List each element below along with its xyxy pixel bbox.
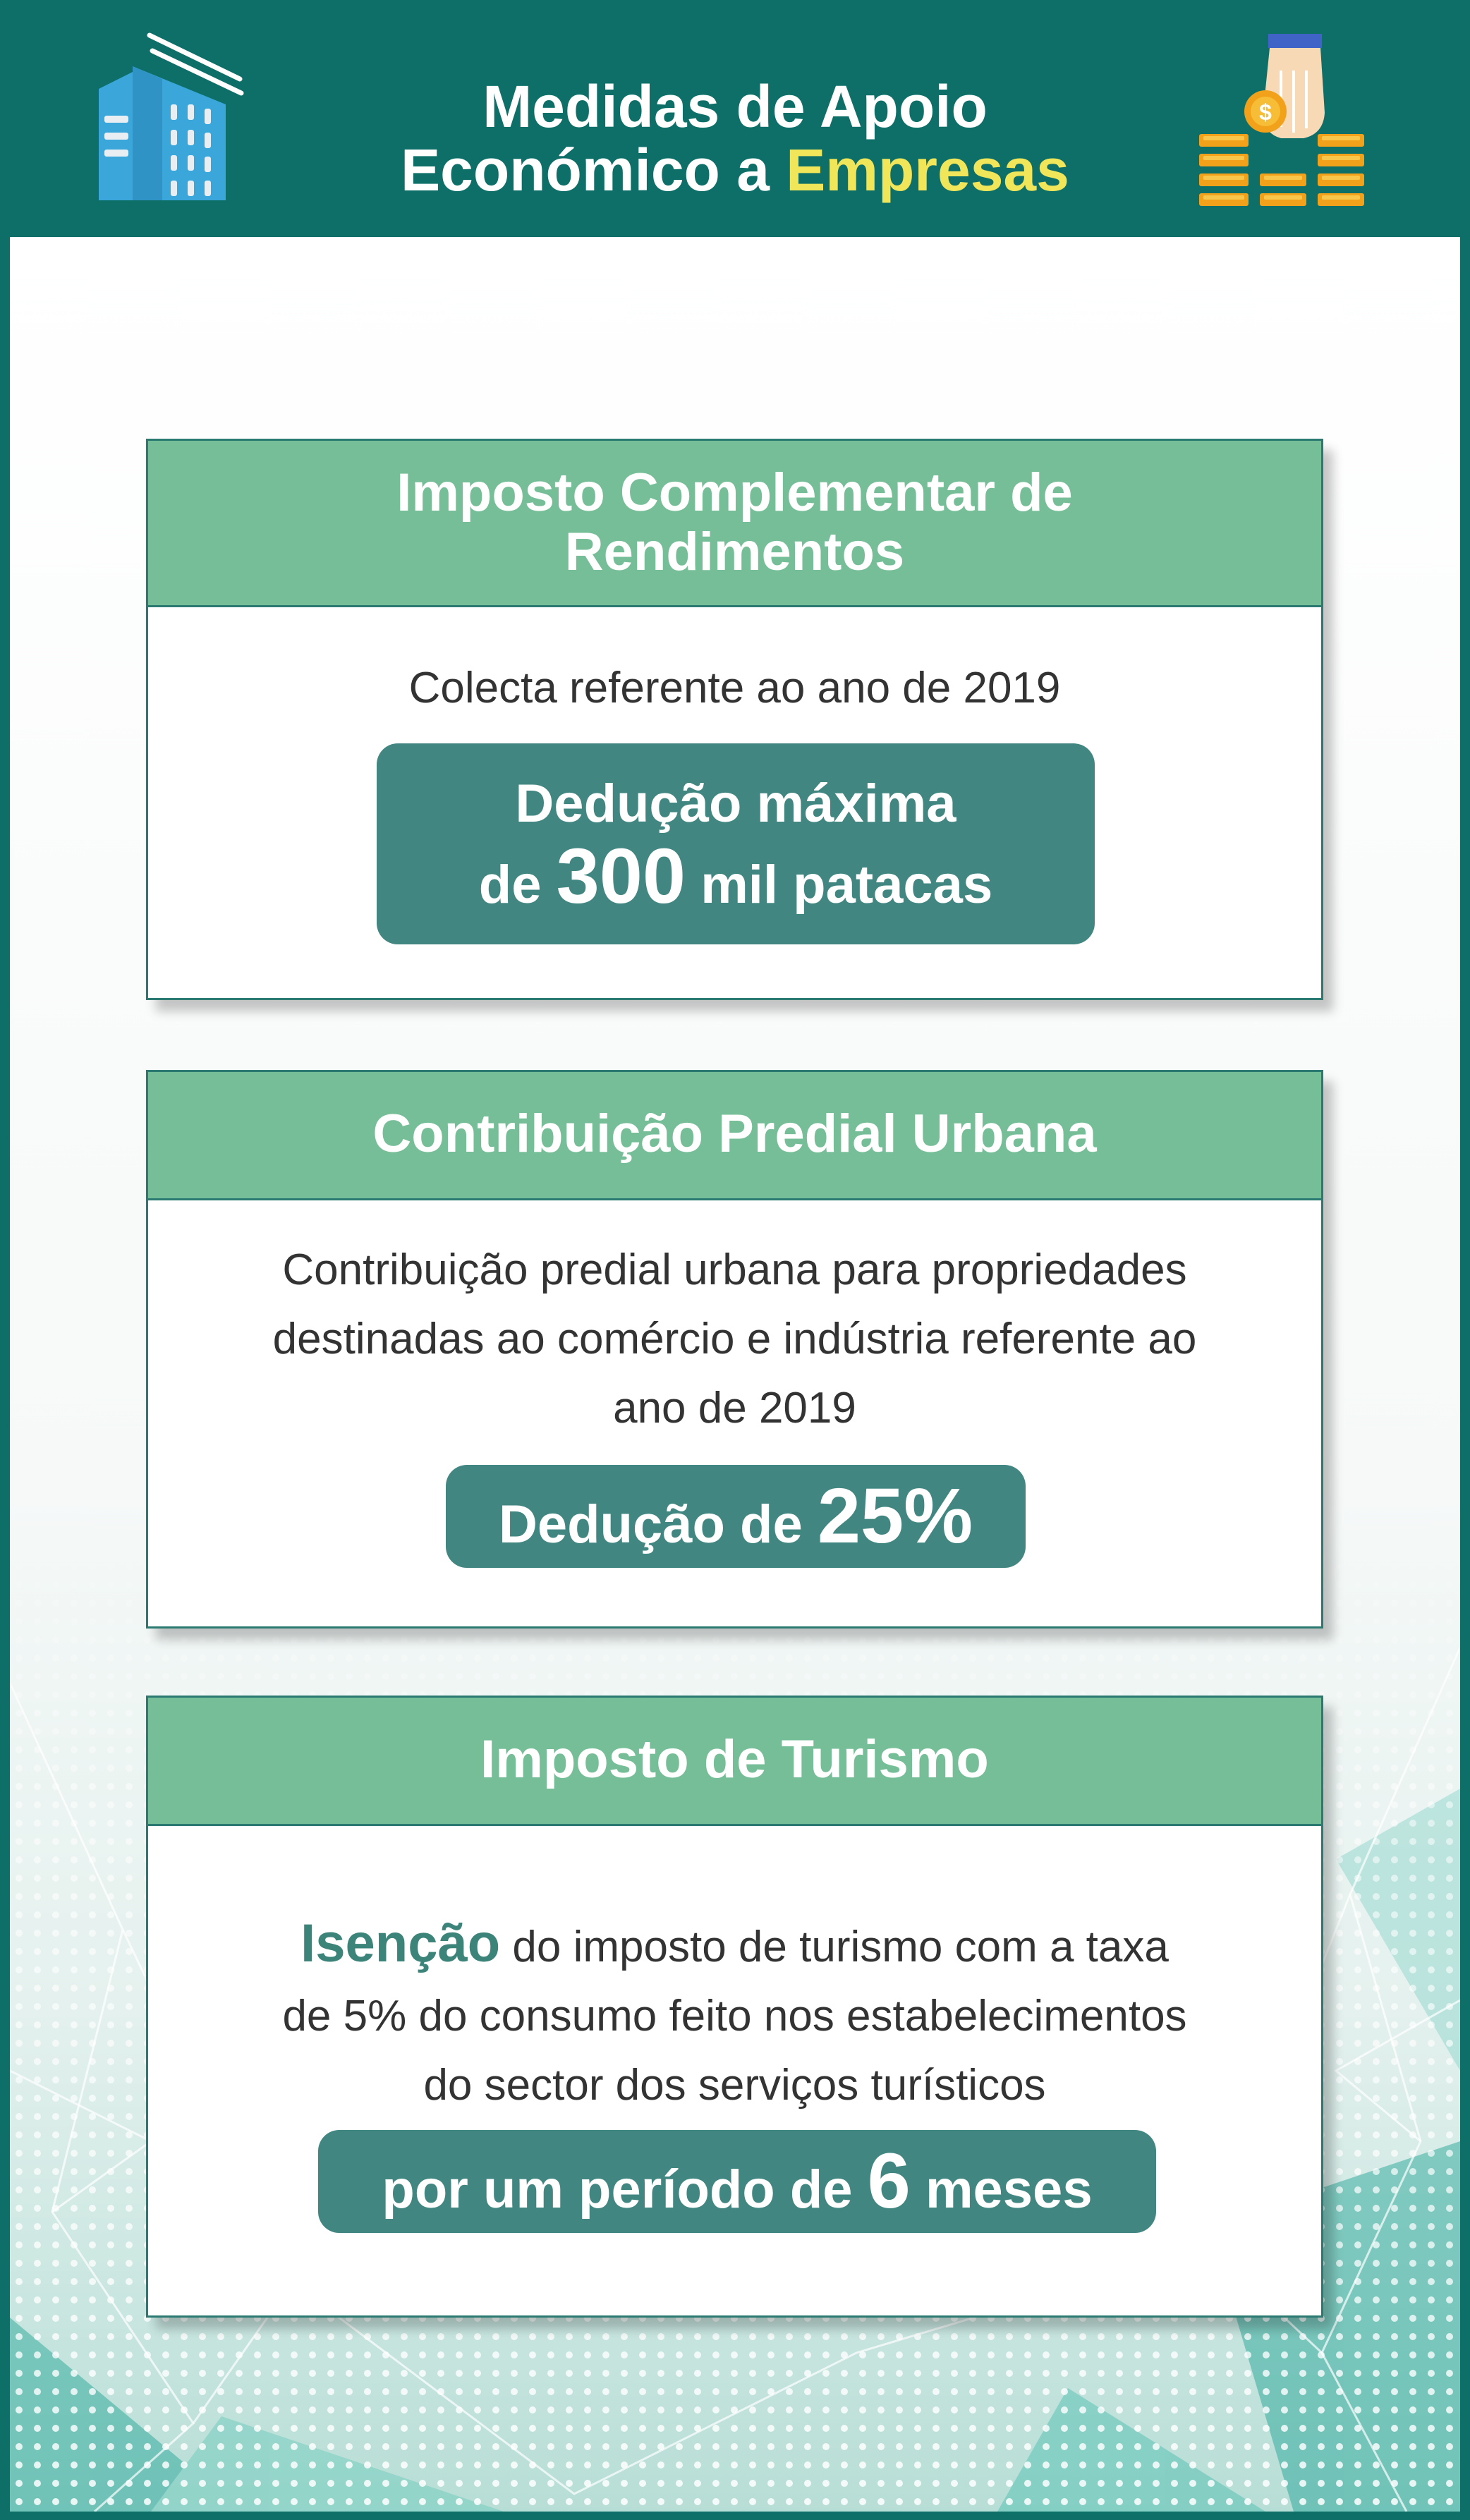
card-tourism-tax-period-badge	[318, 2130, 1156, 2233]
deduction-badge-line2	[377, 835, 1095, 927]
card-tourism-tax	[146, 1696, 1323, 2318]
exemption-emphasis: Isenção	[300, 1913, 501, 1973]
card-income-tax-description: Colecta referente ao ano de 2019	[408, 664, 1061, 712]
description-text: do imposto de turismo com a taxa	[500, 1923, 1169, 1971]
period-unit: meses	[910, 2160, 1093, 2220]
card-property-tax-deduction-badge	[446, 1465, 1026, 1568]
title-prefix: Económico a	[401, 137, 786, 203]
card-property-tax-header	[148, 1072, 1321, 1200]
card-property-tax	[146, 1070, 1323, 1629]
period-prefix: por um período de	[382, 2160, 868, 2220]
header-banner	[0, 0, 1470, 237]
description-line: destinadas ao comércio e indústria referente ao	[272, 1315, 1197, 1363]
deduction-prefix: de	[478, 855, 557, 915]
content-frame	[10, 237, 1460, 2512]
card-income-tax-title-line1: Imposto Complementar de	[396, 463, 1073, 523]
card-tourism-tax-title: Imposto de Turismo	[480, 1729, 989, 1789]
card-income-tax-deduction-badge	[377, 743, 1095, 944]
deduction-badge-line1: Dedução máxima	[515, 774, 956, 834]
title-highlight: Empresas	[786, 137, 1069, 203]
deduction-prefix: Dedução de	[498, 1495, 818, 1554]
description-line: de 5% do consumo feito nos estabelecimentos	[282, 1992, 1187, 2040]
card-tourism-tax-header	[148, 1698, 1321, 1826]
deduction-unit: mil patacas	[686, 855, 993, 915]
period-months: 6	[867, 2138, 911, 2224]
card-income-tax-title-line2: Rendimentos	[564, 522, 905, 582]
card-property-tax-title: Contribuição Predial Urbana	[372, 1104, 1097, 1164]
card-property-tax-description	[148, 1236, 1321, 1443]
card-tourism-tax-description	[148, 1909, 1321, 2120]
card-income-tax	[146, 439, 1323, 1000]
card-income-tax-header	[148, 441, 1321, 607]
description-line: do sector dos serviços turísticos	[423, 2061, 1046, 2110]
deduction-amount: 300	[556, 833, 686, 920]
svg-text:$: $	[1259, 99, 1272, 125]
description-line: Contribuição predial urbana para propriedades	[282, 1246, 1187, 1294]
deduction-percent: 25%	[817, 1473, 973, 1559]
page-title-line1: Medidas de Apoio	[482, 73, 988, 140]
description-line: ano de 2019	[613, 1384, 856, 1432]
coins-hand-icon	[1198, 28, 1374, 212]
description-line	[148, 1909, 1321, 1982]
